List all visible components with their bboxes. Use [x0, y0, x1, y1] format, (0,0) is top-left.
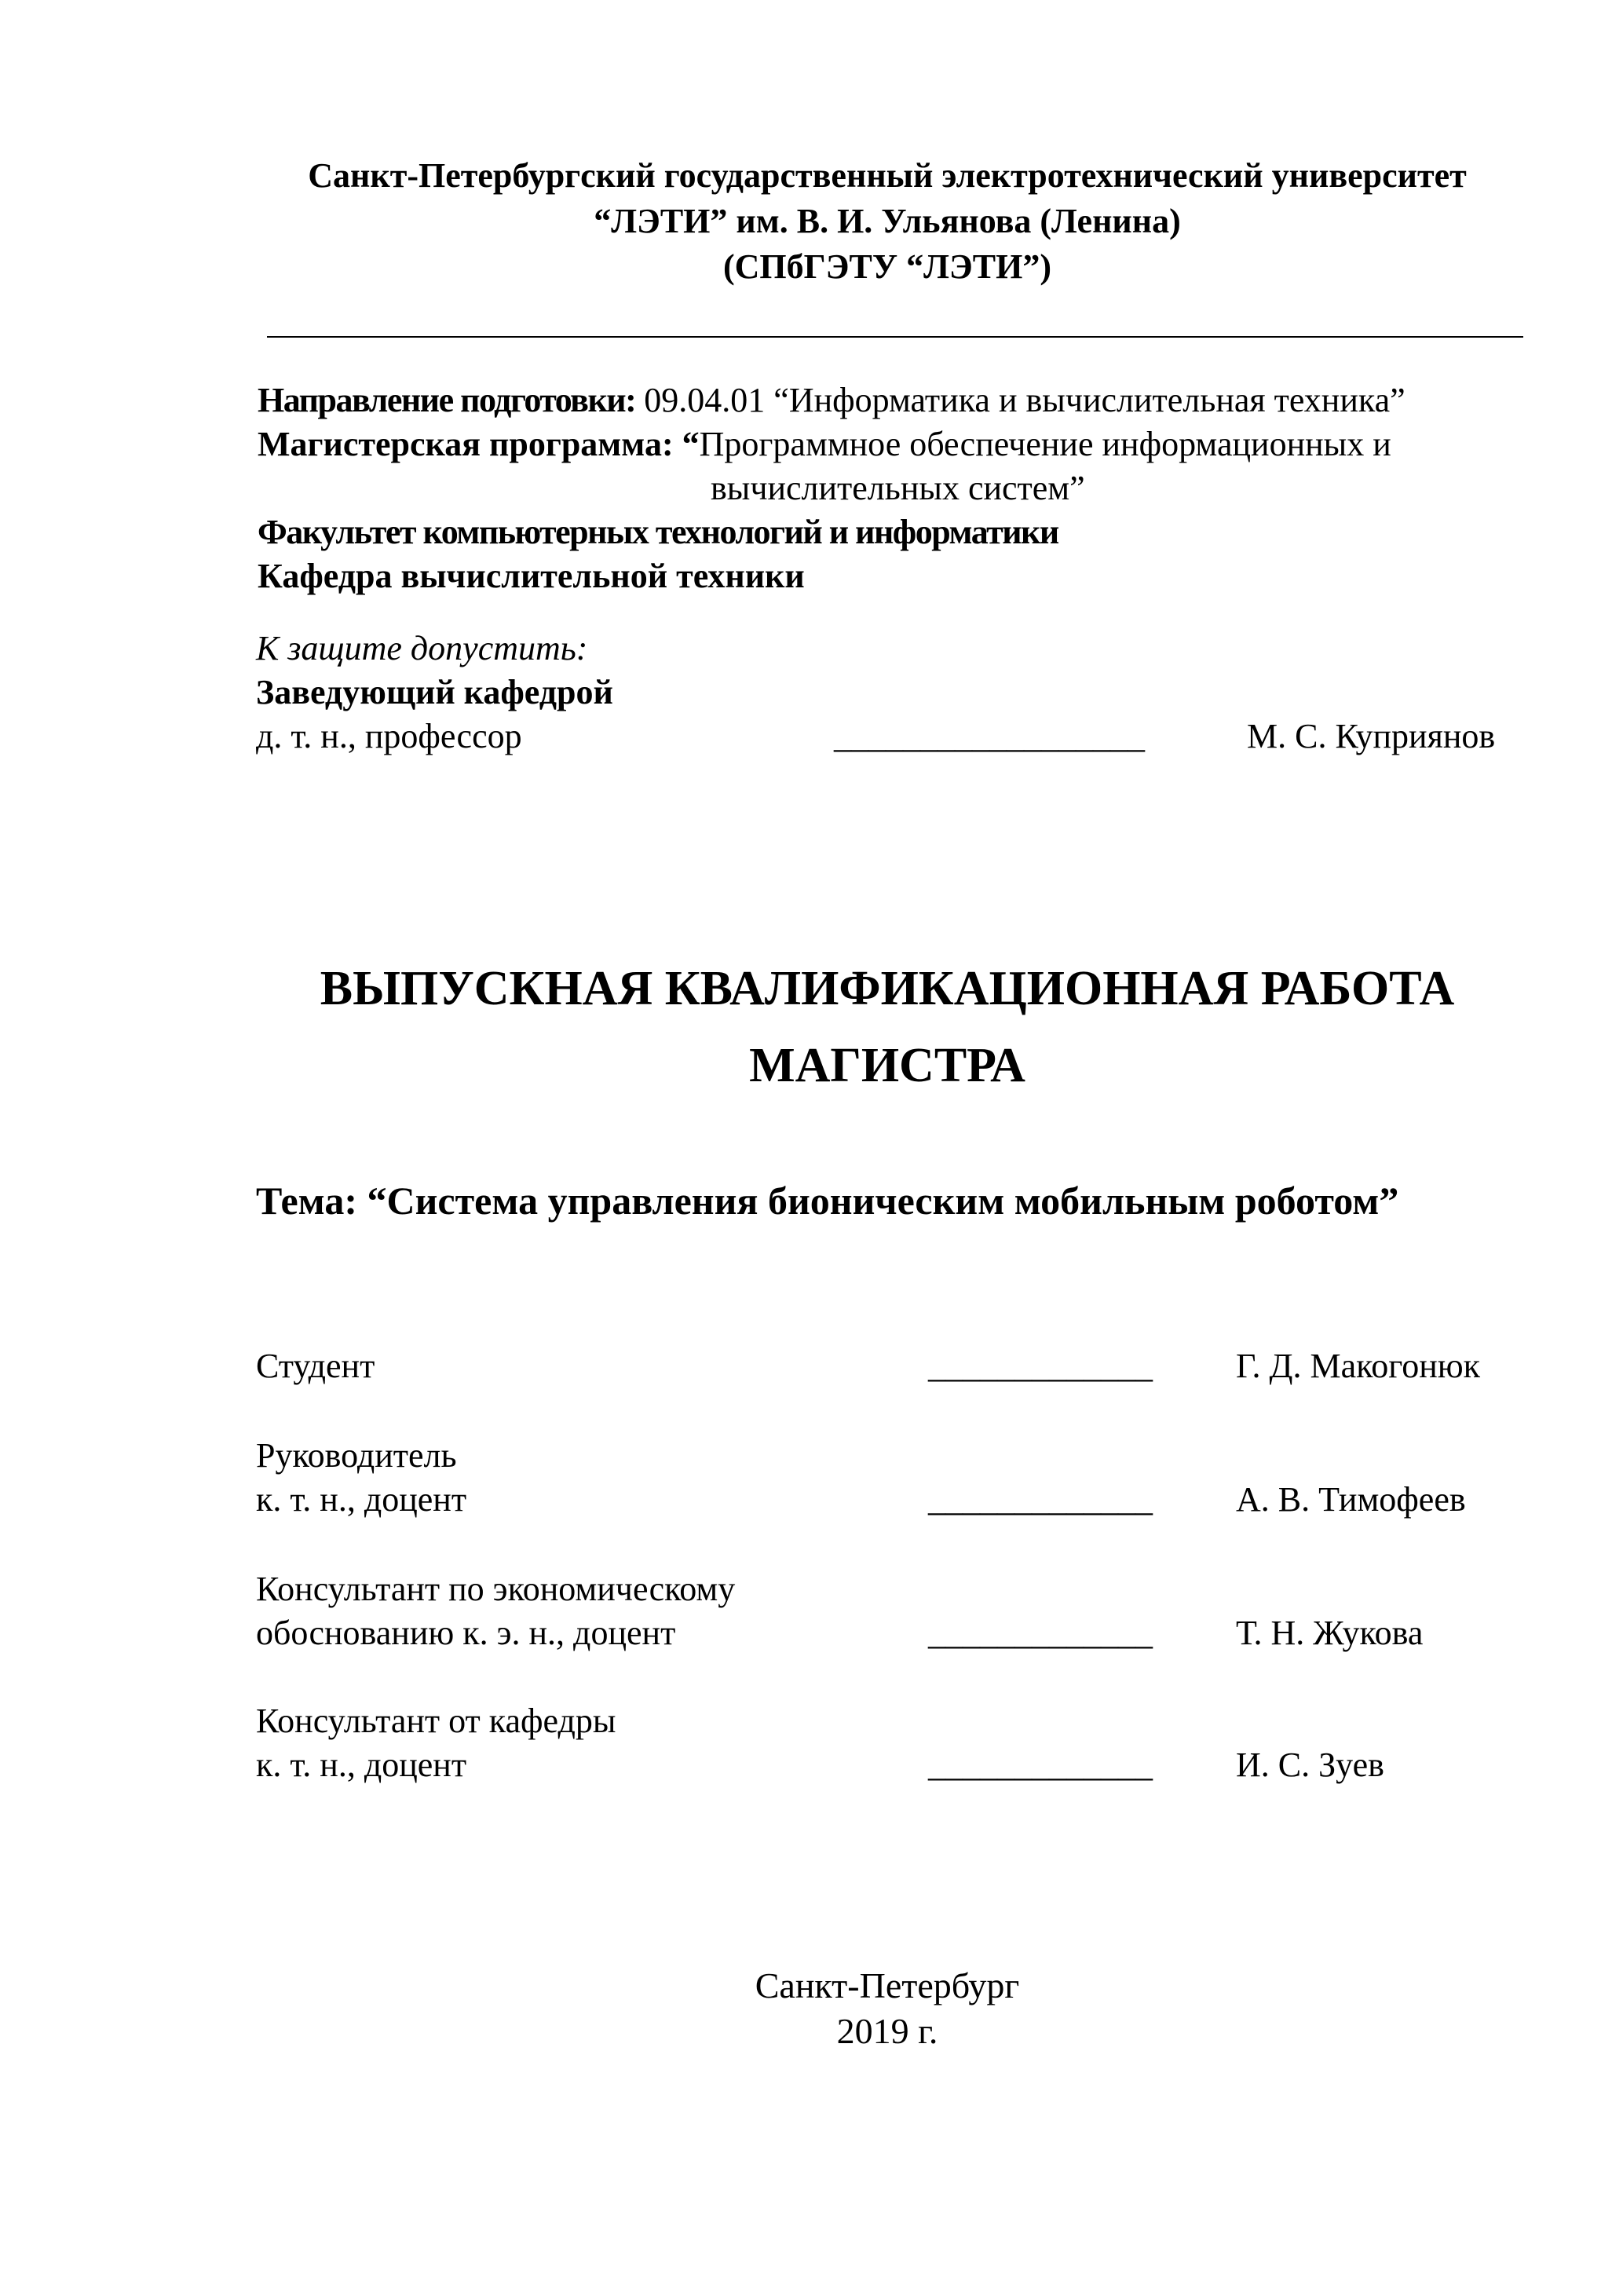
direction-value: 09.04.01 “Информатика и вычислительная техника” — [635, 381, 1406, 419]
supervisor-name: А. В. Тимофеев — [1236, 1480, 1466, 1519]
head-name: М. С. Куприянов — [1247, 717, 1496, 755]
work-title — [251, 950, 1523, 1104]
program-label: Магистерская программа: “ — [258, 425, 700, 463]
university-name: Санкт-Петербургский государственный электротехнический университет — [308, 156, 1467, 195]
work-title-line2: МАГИСТРА — [749, 1039, 1025, 1092]
header-divider — [267, 336, 1523, 338]
supervisor-degree: к. т. н., доцент — [256, 1480, 467, 1519]
econ-consultant-role: Консультант по экономическому — [256, 1570, 736, 1608]
admit-label: К защите допустить: — [256, 629, 588, 667]
head-signature-line: __________________ — [834, 717, 1145, 755]
program-value: Программное обеспечение информационных и — [699, 425, 1391, 463]
dept-consultant-signature-line: _____________ — [928, 1746, 1153, 1784]
dept-consultant-name: И. С. Зуев — [1236, 1746, 1384, 1784]
faculty: Факультет компьютерных технологий и информатики — [258, 513, 1058, 551]
work-title-line1: ВЫПУСКНАЯ КВАЛИФИКАЦИОННАЯ РАБОТА — [320, 962, 1455, 1015]
head-title: Заведующий кафедрой — [256, 673, 613, 711]
city: Санкт-Петербург — [755, 1965, 1020, 2005]
head-degree: д. т. н., профессор — [256, 717, 522, 755]
university-honorific: “ЛЭТИ” им. В. И. Ульянова (Ленина) — [594, 202, 1181, 240]
student-name: Г. Д. Макогонюк — [1236, 1347, 1481, 1385]
student-signature-line: _____________ — [928, 1347, 1153, 1385]
dept-consultant-degree: к. т. н., доцент — [256, 1746, 467, 1784]
supervisor-role: Руководитель — [256, 1436, 457, 1475]
program-line — [258, 422, 1391, 466]
econ-consultant-degree: обоснованию к. э. н., доцент — [256, 1614, 676, 1652]
work-topic: Тема: “Система управления бионическим мобильным роботом” — [256, 1179, 1399, 1223]
supervisor-signature-line: _____________ — [928, 1480, 1153, 1519]
program-value-cont: вычислительных систем” — [711, 469, 1085, 507]
direction-label: Направление подготовки: — [258, 381, 636, 419]
university-abbrev: (СПбГЭТУ “ЛЭТИ”) — [723, 247, 1051, 286]
footer — [251, 1963, 1523, 2054]
year: 2019 г. — [836, 2011, 938, 2051]
direction-line — [258, 378, 1406, 422]
university-header — [251, 153, 1523, 290]
econ-consultant-name: Т. Н. Жукова — [1236, 1614, 1424, 1652]
econ-consultant-signature-line: _____________ — [928, 1614, 1153, 1652]
department: Кафедра вычислительной техники — [258, 557, 805, 595]
student-role: Студент — [256, 1347, 375, 1385]
dept-consultant-role: Консультант от кафедры — [256, 1702, 616, 1740]
